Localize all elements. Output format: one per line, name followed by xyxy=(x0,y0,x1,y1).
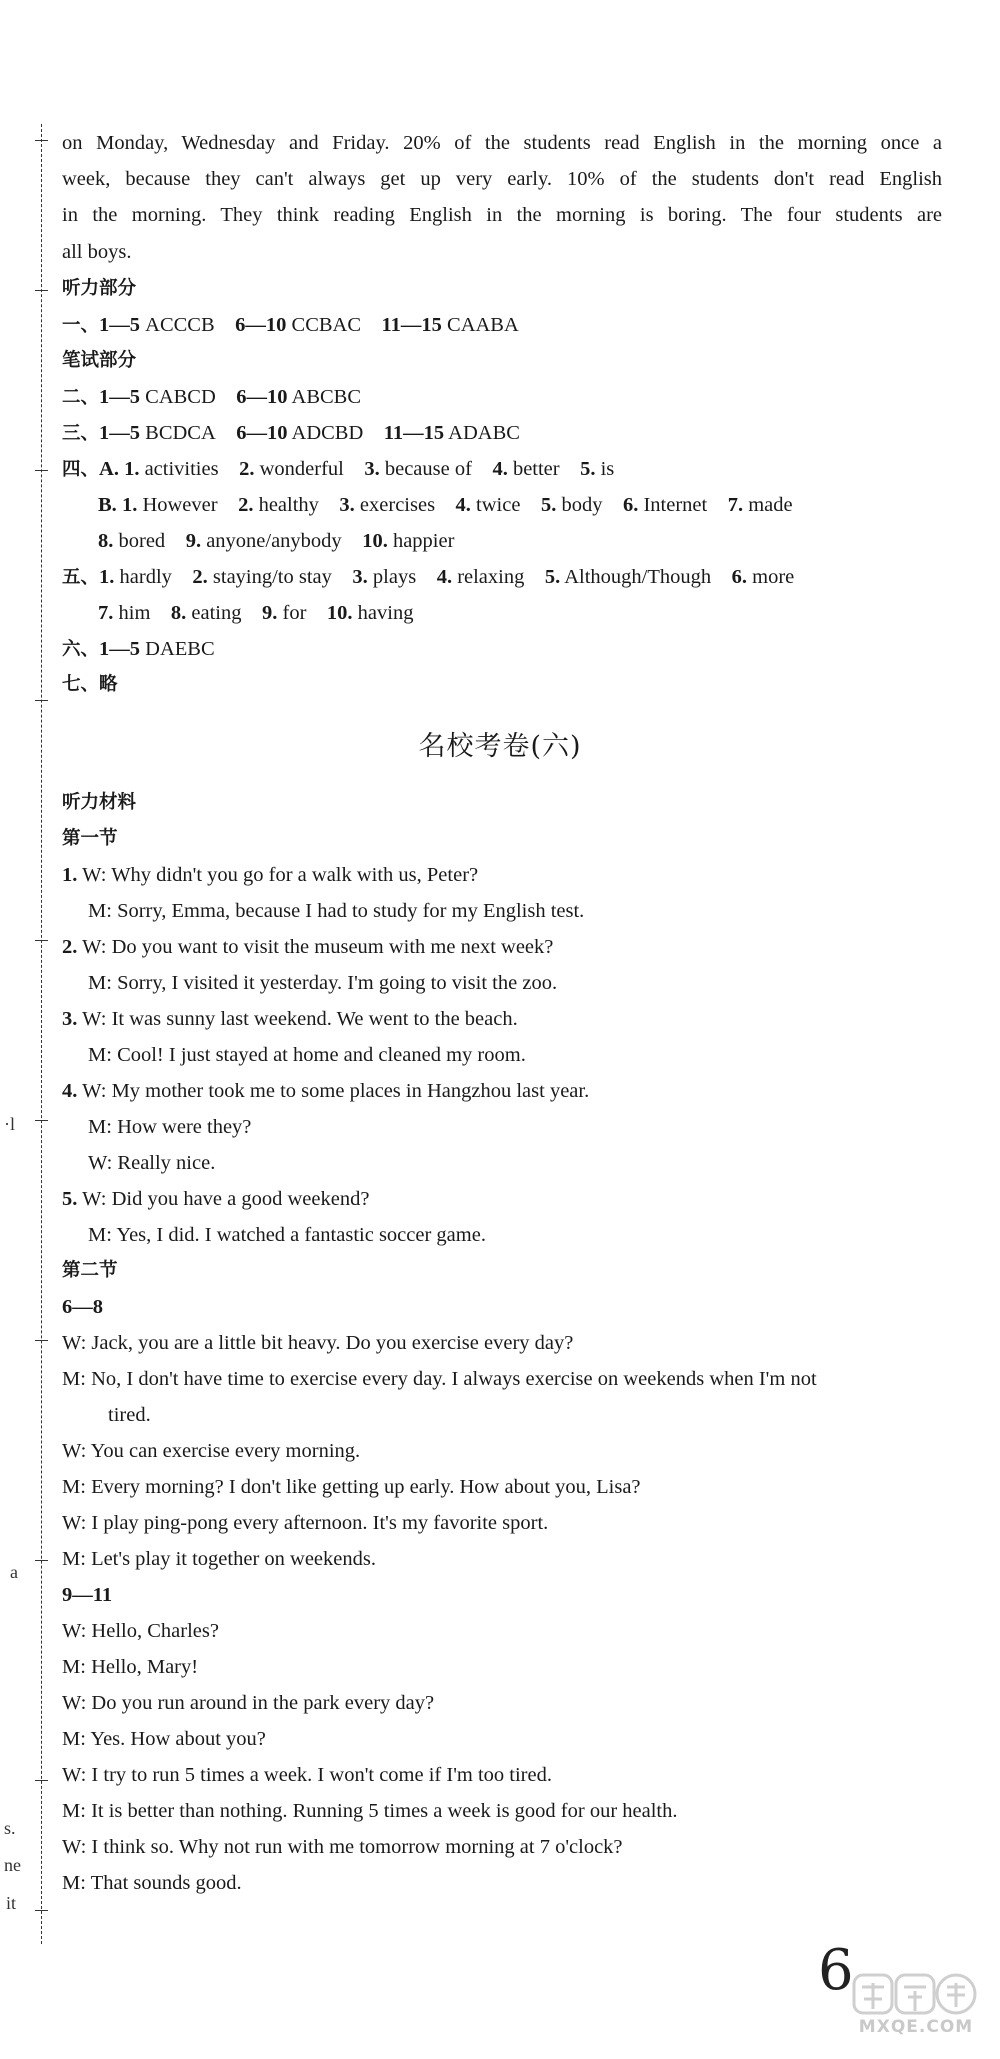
answer-item: eating xyxy=(191,602,242,624)
passage-line: in the morning. They think reading English in the morning is boring. The four students are xyxy=(62,204,942,226)
answer-letters: ADCBD xyxy=(287,422,364,444)
dialogue-text: Did you have a good weekend? xyxy=(111,1188,370,1210)
answer-item: However xyxy=(142,494,218,516)
answer-row-part5-cont: 7. him 8. eating 9. for 10. having xyxy=(98,602,414,624)
range-label: 11—15 xyxy=(381,314,442,336)
dialogue-line xyxy=(62,1798,678,1824)
dialogue-line: 4. W: My mother took me to some places in Hangzhou last year. xyxy=(62,1080,590,1102)
watermark-text: MXQE.COM xyxy=(858,2017,974,2037)
dialogue-text: Let's play it together on weekends. xyxy=(91,1548,376,1570)
answer-row-part1 xyxy=(62,312,519,339)
speaker-label: W: xyxy=(82,1008,107,1030)
speaker-label: M: xyxy=(62,1368,86,1390)
answer-letters: ADABC xyxy=(444,422,520,444)
range-label: 6—10 xyxy=(236,386,288,408)
answer-row-part7: 七、略 xyxy=(62,674,118,695)
dialogue-line: 2. W: Do you want to visit the museum with me next week? xyxy=(62,936,554,958)
range-label: 1—5 xyxy=(99,314,141,336)
dialogue-line xyxy=(88,1222,486,1248)
answer-letters: CABCD xyxy=(140,386,216,408)
answer-item: is xyxy=(600,458,615,480)
answer-item: activities xyxy=(144,458,219,480)
answer-item: for xyxy=(282,602,307,624)
dialogue-line xyxy=(62,1726,266,1752)
answer-row-part6 xyxy=(62,636,215,663)
range-label: 1—5 xyxy=(99,638,141,660)
speaker-label: M: xyxy=(88,1116,112,1138)
answer-item: exercises xyxy=(359,494,436,516)
speaker-label: W: xyxy=(62,1692,87,1714)
speaker-label: W: xyxy=(62,1764,87,1786)
answer-item: Internet xyxy=(643,494,708,516)
dialogue-line xyxy=(62,1654,198,1680)
speaker-label: W: xyxy=(62,1440,87,1462)
group-label: 9—11 xyxy=(62,1584,113,1606)
dialogue-line: 1. W: Why didn't you go for a walk with us, Peter? xyxy=(62,864,479,886)
dialogue-text: Hello, Charles? xyxy=(91,1620,219,1642)
speaker-label: W: xyxy=(62,1836,87,1858)
dialogue-line-cont: tired. xyxy=(108,1404,151,1426)
binding-tick xyxy=(35,140,48,141)
dialogue-text: It was sunny last weekend. We went to the beach. xyxy=(111,1008,518,1030)
dialogue-line xyxy=(88,1114,251,1140)
speaker-label: M: xyxy=(62,1656,86,1678)
dialogue-text: Yes, I did. I watched a fantastic soccer game. xyxy=(116,1224,486,1246)
range-label: 1—5 xyxy=(99,386,141,408)
dialogue-line xyxy=(62,1762,552,1788)
passage-line: week, because they can't always get up very early. 10% of the students don't read English xyxy=(62,168,942,190)
answer-item: happier xyxy=(392,530,455,552)
listening-heading: 听力部分 xyxy=(62,278,137,299)
answer-item: because of xyxy=(384,458,472,480)
part-prefix: 五、 xyxy=(62,567,100,588)
binding-tick xyxy=(35,940,48,941)
subpart-label: A. xyxy=(99,458,119,480)
dialogue-text: Why didn't you go for a walk with us, Peter? xyxy=(111,864,479,886)
dialogue-line xyxy=(88,1150,215,1176)
binding-tick xyxy=(35,700,48,701)
speaker-label: W: xyxy=(82,1188,107,1210)
answer-item: relaxing xyxy=(457,566,525,588)
answer-item: wonderful xyxy=(259,458,344,480)
watermark-logo-icon xyxy=(852,1969,978,2017)
answer-item: made xyxy=(748,494,793,516)
speaker-label: W: xyxy=(88,1152,113,1174)
answer-letters: ACCCB xyxy=(140,314,215,336)
margin-fragment: s. xyxy=(4,1818,16,1838)
dialogue-text: Do you run around in the park every day? xyxy=(91,1692,435,1714)
binding-dashed-line xyxy=(41,124,42,1944)
dialogue-text: Every morning? I don't like getting up early. How about you, Lisa? xyxy=(91,1476,641,1498)
speaker-label: W: xyxy=(62,1620,87,1642)
answer-row-part5: 五、1. hardly 2. staying/to stay 3. plays 4. relaxing 5. Although/Though 6. more xyxy=(62,566,795,588)
dialogue-line xyxy=(62,1366,817,1392)
answer-row-part4b: B. 1. However 2. healthy 3. exercises 4. twice 5. body 6. Internet 7. made xyxy=(98,494,793,516)
speaker-label: M: xyxy=(62,1476,86,1498)
dialogue-line xyxy=(88,970,557,996)
answer-row-part4a: 四、A. 1. activities 2. wonderful 3. because of 4. better 5. is xyxy=(62,458,615,480)
speaker-label: W: xyxy=(82,936,107,958)
material-heading: 听力材料 xyxy=(62,792,137,813)
answer-item: more xyxy=(752,566,795,588)
dialogue-text: You can exercise every morning. xyxy=(90,1440,361,1462)
speaker-label: M: xyxy=(62,1872,86,1894)
dialogue-text: It is better than nothing. Running 5 times a week is good for our health. xyxy=(91,1800,678,1822)
speaker-label: M: xyxy=(62,1728,86,1750)
speaker-label: M: xyxy=(88,1044,112,1066)
dialogue-line xyxy=(62,1546,376,1572)
speaker-label: M: xyxy=(88,972,112,994)
binding-tick xyxy=(35,290,48,291)
dialogue-text: Cool! I just stayed at home and cleaned my room. xyxy=(117,1044,526,1066)
dialogue-line xyxy=(62,1474,641,1500)
section1-heading: 第一节 xyxy=(62,828,118,849)
range-label: 6—10 xyxy=(236,422,288,444)
part-prefix: 四、 xyxy=(62,459,100,480)
dialogue-line xyxy=(88,898,584,924)
binding-tick xyxy=(35,1780,48,1781)
dialogue-line xyxy=(62,1834,623,1860)
speaker-label: M: xyxy=(62,1548,86,1570)
answer-letters: ABCBC xyxy=(287,386,362,408)
dialogue-line xyxy=(88,1042,526,1068)
dialogue-line xyxy=(62,1690,434,1716)
dialogue-line: 5. W: Did you have a good weekend? xyxy=(62,1188,370,1210)
section-title: 名校考卷(六) xyxy=(418,731,582,762)
margin-fragment: it xyxy=(6,1893,17,1913)
dialogue-text: Yes. How about you? xyxy=(90,1728,266,1750)
dialogue-text: I play ping-pong every afternoon. It's my favorite sport. xyxy=(91,1512,549,1534)
dialogue-line xyxy=(62,1330,573,1356)
answer-item: twice xyxy=(476,494,521,516)
answer-row-part2 xyxy=(62,384,361,411)
answer-item: having xyxy=(357,602,414,624)
speaker-label: W: xyxy=(62,1512,87,1534)
margin-fragment: ·l xyxy=(4,1114,15,1134)
dialogue-text: Hello, Mary! xyxy=(91,1656,199,1678)
answer-row-part4b-cont: 8. bored 9. anyone/anybody 10. happier xyxy=(98,530,455,552)
speaker-label: M: xyxy=(88,900,112,922)
range-label: 11—15 xyxy=(383,422,445,444)
answer-letters: BCDCA xyxy=(140,422,216,444)
dialogue-line xyxy=(62,1510,548,1536)
dialogue-line xyxy=(62,1438,360,1464)
margin-fragment: a xyxy=(10,1562,18,1582)
part-prefix: 六、 xyxy=(62,639,100,660)
written-heading: 笔试部分 xyxy=(62,350,137,371)
binding-tick xyxy=(35,1910,48,1911)
answer-item: body xyxy=(561,494,603,516)
margin-fragment: ne xyxy=(4,1855,21,1875)
answer-letters: CAABA xyxy=(441,314,519,336)
answer-letters: DAEBC xyxy=(140,638,215,660)
part-prefix: 二、 xyxy=(62,387,100,408)
answer-letters: CCBAC xyxy=(286,314,362,336)
binding-tick xyxy=(35,470,48,471)
answer-item: healthy xyxy=(258,494,319,516)
dialogue-line xyxy=(62,1870,242,1896)
dialogue-text: Do you want to visit the museum with me next week? xyxy=(111,936,554,958)
section2-heading: 第二节 xyxy=(62,1260,118,1281)
speaker-label: W: xyxy=(82,864,107,886)
speaker-label: M: xyxy=(88,1224,112,1246)
dialogue-text: Really nice. xyxy=(117,1152,216,1174)
dialogue-text: How were they? xyxy=(117,1116,252,1138)
answer-item: staying/to stay xyxy=(212,566,332,588)
answer-item: plays xyxy=(372,566,417,588)
dialogue-line: 3. W: It was sunny last weekend. We went to the beach. xyxy=(62,1008,518,1030)
range-label: 6—10 xyxy=(235,314,287,336)
answer-row-part3 xyxy=(62,420,520,447)
dialogue-text: Sorry, Emma, because I had to study for my English test. xyxy=(117,900,585,922)
range-label: 1—5 xyxy=(99,422,141,444)
answer-item: bored xyxy=(118,530,166,552)
dialogue-text: I think so. Why not run with me tomorrow morning at 7 o'clock? xyxy=(91,1836,623,1858)
dialogue-text: That sounds good. xyxy=(90,1872,242,1894)
part-prefix: 三、 xyxy=(62,423,100,444)
page-number: 6 xyxy=(818,1938,854,2003)
dialogue-text: I try to run 5 times a week. I won't come if I'm too tired. xyxy=(91,1764,552,1786)
answer-item: anyone/anybody xyxy=(206,530,342,552)
speaker-label: W: xyxy=(82,1080,107,1102)
part-prefix: 一、 xyxy=(62,315,100,336)
dialogue-text: No, I don't have time to exercise every day. I always exercise on weekends when I'm not xyxy=(91,1368,817,1390)
watermark xyxy=(846,1967,986,2047)
binding-tick xyxy=(35,1120,48,1121)
passage-line: all boys. xyxy=(62,241,132,263)
answer-item: hardly xyxy=(119,566,172,588)
speaker-label: W: xyxy=(62,1332,87,1354)
dialogue-line xyxy=(62,1618,219,1644)
subpart-label: B. xyxy=(98,494,117,516)
answer-item: him xyxy=(118,602,151,624)
dialogue-text: My mother took me to some places in Hangzhou last year. xyxy=(111,1080,590,1102)
binding-tick xyxy=(35,1340,48,1341)
answer-item: better xyxy=(512,458,560,480)
answer-item: Although/Though xyxy=(564,566,712,588)
group-label: 6—8 xyxy=(62,1296,103,1318)
passage-line: on Monday, Wednesday and Friday. 20% of the students read English in the morning once a xyxy=(62,132,942,154)
dialogue-text: Sorry, I visited it yesterday. I'm going to visit the zoo. xyxy=(117,972,558,994)
binding-tick xyxy=(35,1560,48,1561)
dialogue-text: Jack, you are a little bit heavy. Do you exercise every day? xyxy=(91,1332,574,1354)
speaker-label: M: xyxy=(62,1800,86,1822)
